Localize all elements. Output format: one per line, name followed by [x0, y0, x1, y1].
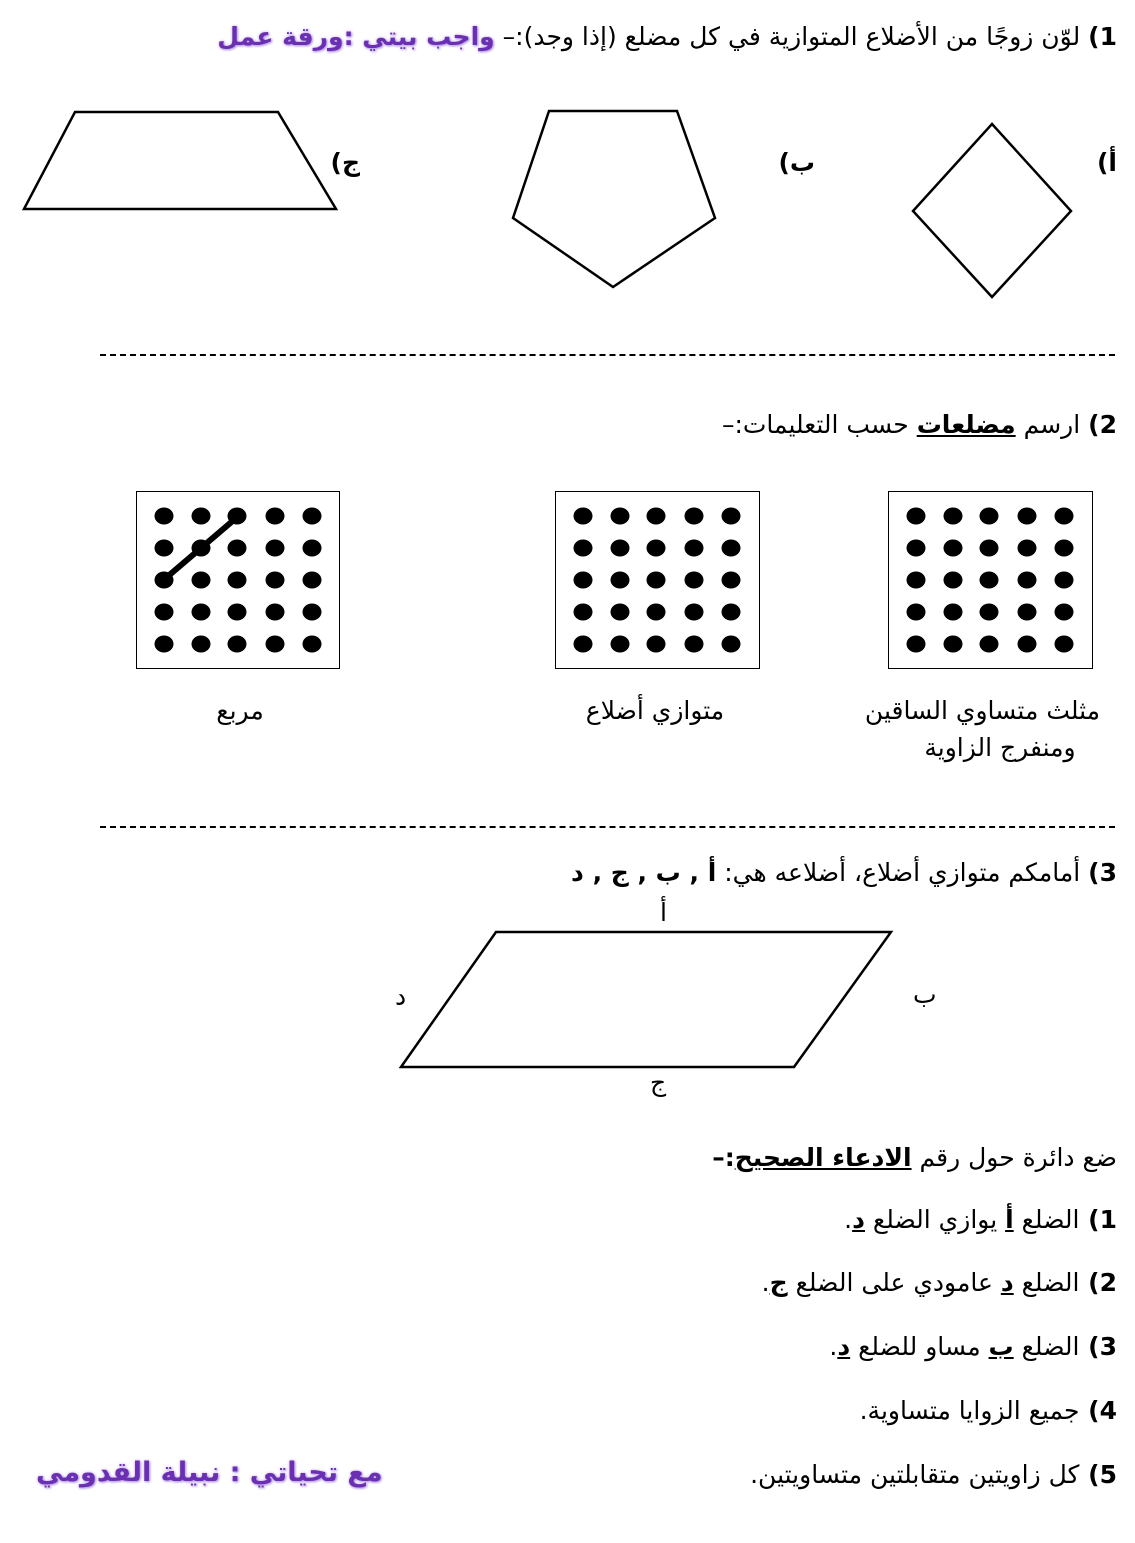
q1-number: 1): [1088, 22, 1117, 51]
caption-right-line2: ومنفرج الزاوية: [924, 733, 1076, 762]
instruction-suffix: :–: [712, 1143, 735, 1172]
q2-suffix: حسب التعليمات:–: [721, 410, 909, 439]
instruction-bold: الادعاء الصحيح: [734, 1143, 912, 1172]
statement-number[interactable]: 1): [1079, 1205, 1117, 1234]
statement-text: الضلع: [1013, 1205, 1080, 1234]
statement-2[interactable]: [762, 1268, 1117, 1298]
statement-4[interactable]: [860, 1396, 1117, 1426]
side-label-bottom: ج: [650, 1068, 667, 1097]
side-label-left: د: [395, 982, 407, 1011]
q1-text: لوّن زوجًا من الأضلاع المتوازية في كل مضلع (إذا وجد):–: [502, 22, 1081, 51]
side-label-top: أ: [660, 898, 667, 927]
side-reference: د: [852, 1205, 865, 1234]
q3-number: 3): [1088, 858, 1117, 887]
signature: مع تحياتي : نبيلة القدومي: [36, 1457, 383, 1488]
statement-text: كل زاويتين متقابلتين متساويتين.: [750, 1460, 1080, 1489]
statement-text: .: [761, 1268, 770, 1297]
statement-number[interactable]: 4): [1079, 1396, 1117, 1425]
q2-number: 2): [1088, 410, 1117, 439]
side-label-right: ب: [913, 980, 937, 1009]
statement-text: .: [844, 1205, 853, 1234]
shape-label-c: ج): [330, 148, 360, 177]
instruction-prefix: ضع دائرة حول رقم: [919, 1143, 1117, 1172]
caption-middle: متوازي أضلاع: [585, 696, 725, 725]
shape-label-a: أ): [1097, 148, 1117, 177]
statement-text: مساو للضلع: [850, 1332, 989, 1361]
statement-text: الضلع: [1013, 1332, 1080, 1361]
side-reference: د: [837, 1332, 851, 1361]
caption-left: مربع: [216, 696, 264, 725]
statement-text: الضلع: [1013, 1268, 1080, 1297]
q3-instruction: [712, 1143, 1117, 1173]
shape-label-b: ب): [778, 148, 815, 177]
statement-3[interactable]: [829, 1332, 1117, 1362]
statement-text: جميع الزوايا متساوية.: [859, 1396, 1080, 1425]
q2-bold-word: مضلعات: [916, 410, 1016, 439]
statement-number[interactable]: 5): [1079, 1460, 1117, 1489]
q2-prefix: ارسم: [1023, 410, 1081, 439]
statement-5[interactable]: [750, 1460, 1117, 1490]
q3-sides-list: أ , ب , ج , د: [571, 858, 717, 887]
statement-number[interactable]: 2): [1079, 1268, 1117, 1297]
statement-number[interactable]: 3): [1079, 1332, 1117, 1361]
side-reference: أ: [1005, 1205, 1014, 1234]
statement-text: عامودي على الضلع: [787, 1268, 1001, 1297]
q3-text: أمامكم متوازي أضلاع، أضلاعه هي:: [724, 858, 1081, 887]
caption-right-line1: مثلث متساوي الساقين: [864, 696, 1101, 725]
statement-text: .: [829, 1332, 838, 1361]
statement-1[interactable]: [844, 1205, 1117, 1235]
worksheet-title: واجب بيتي :ورقة عمل: [217, 22, 495, 51]
side-reference: د: [1000, 1268, 1014, 1297]
statement-text: يوازي الضلع: [864, 1205, 1006, 1234]
side-reference: ب: [988, 1332, 1014, 1361]
side-reference: ج: [769, 1268, 788, 1297]
